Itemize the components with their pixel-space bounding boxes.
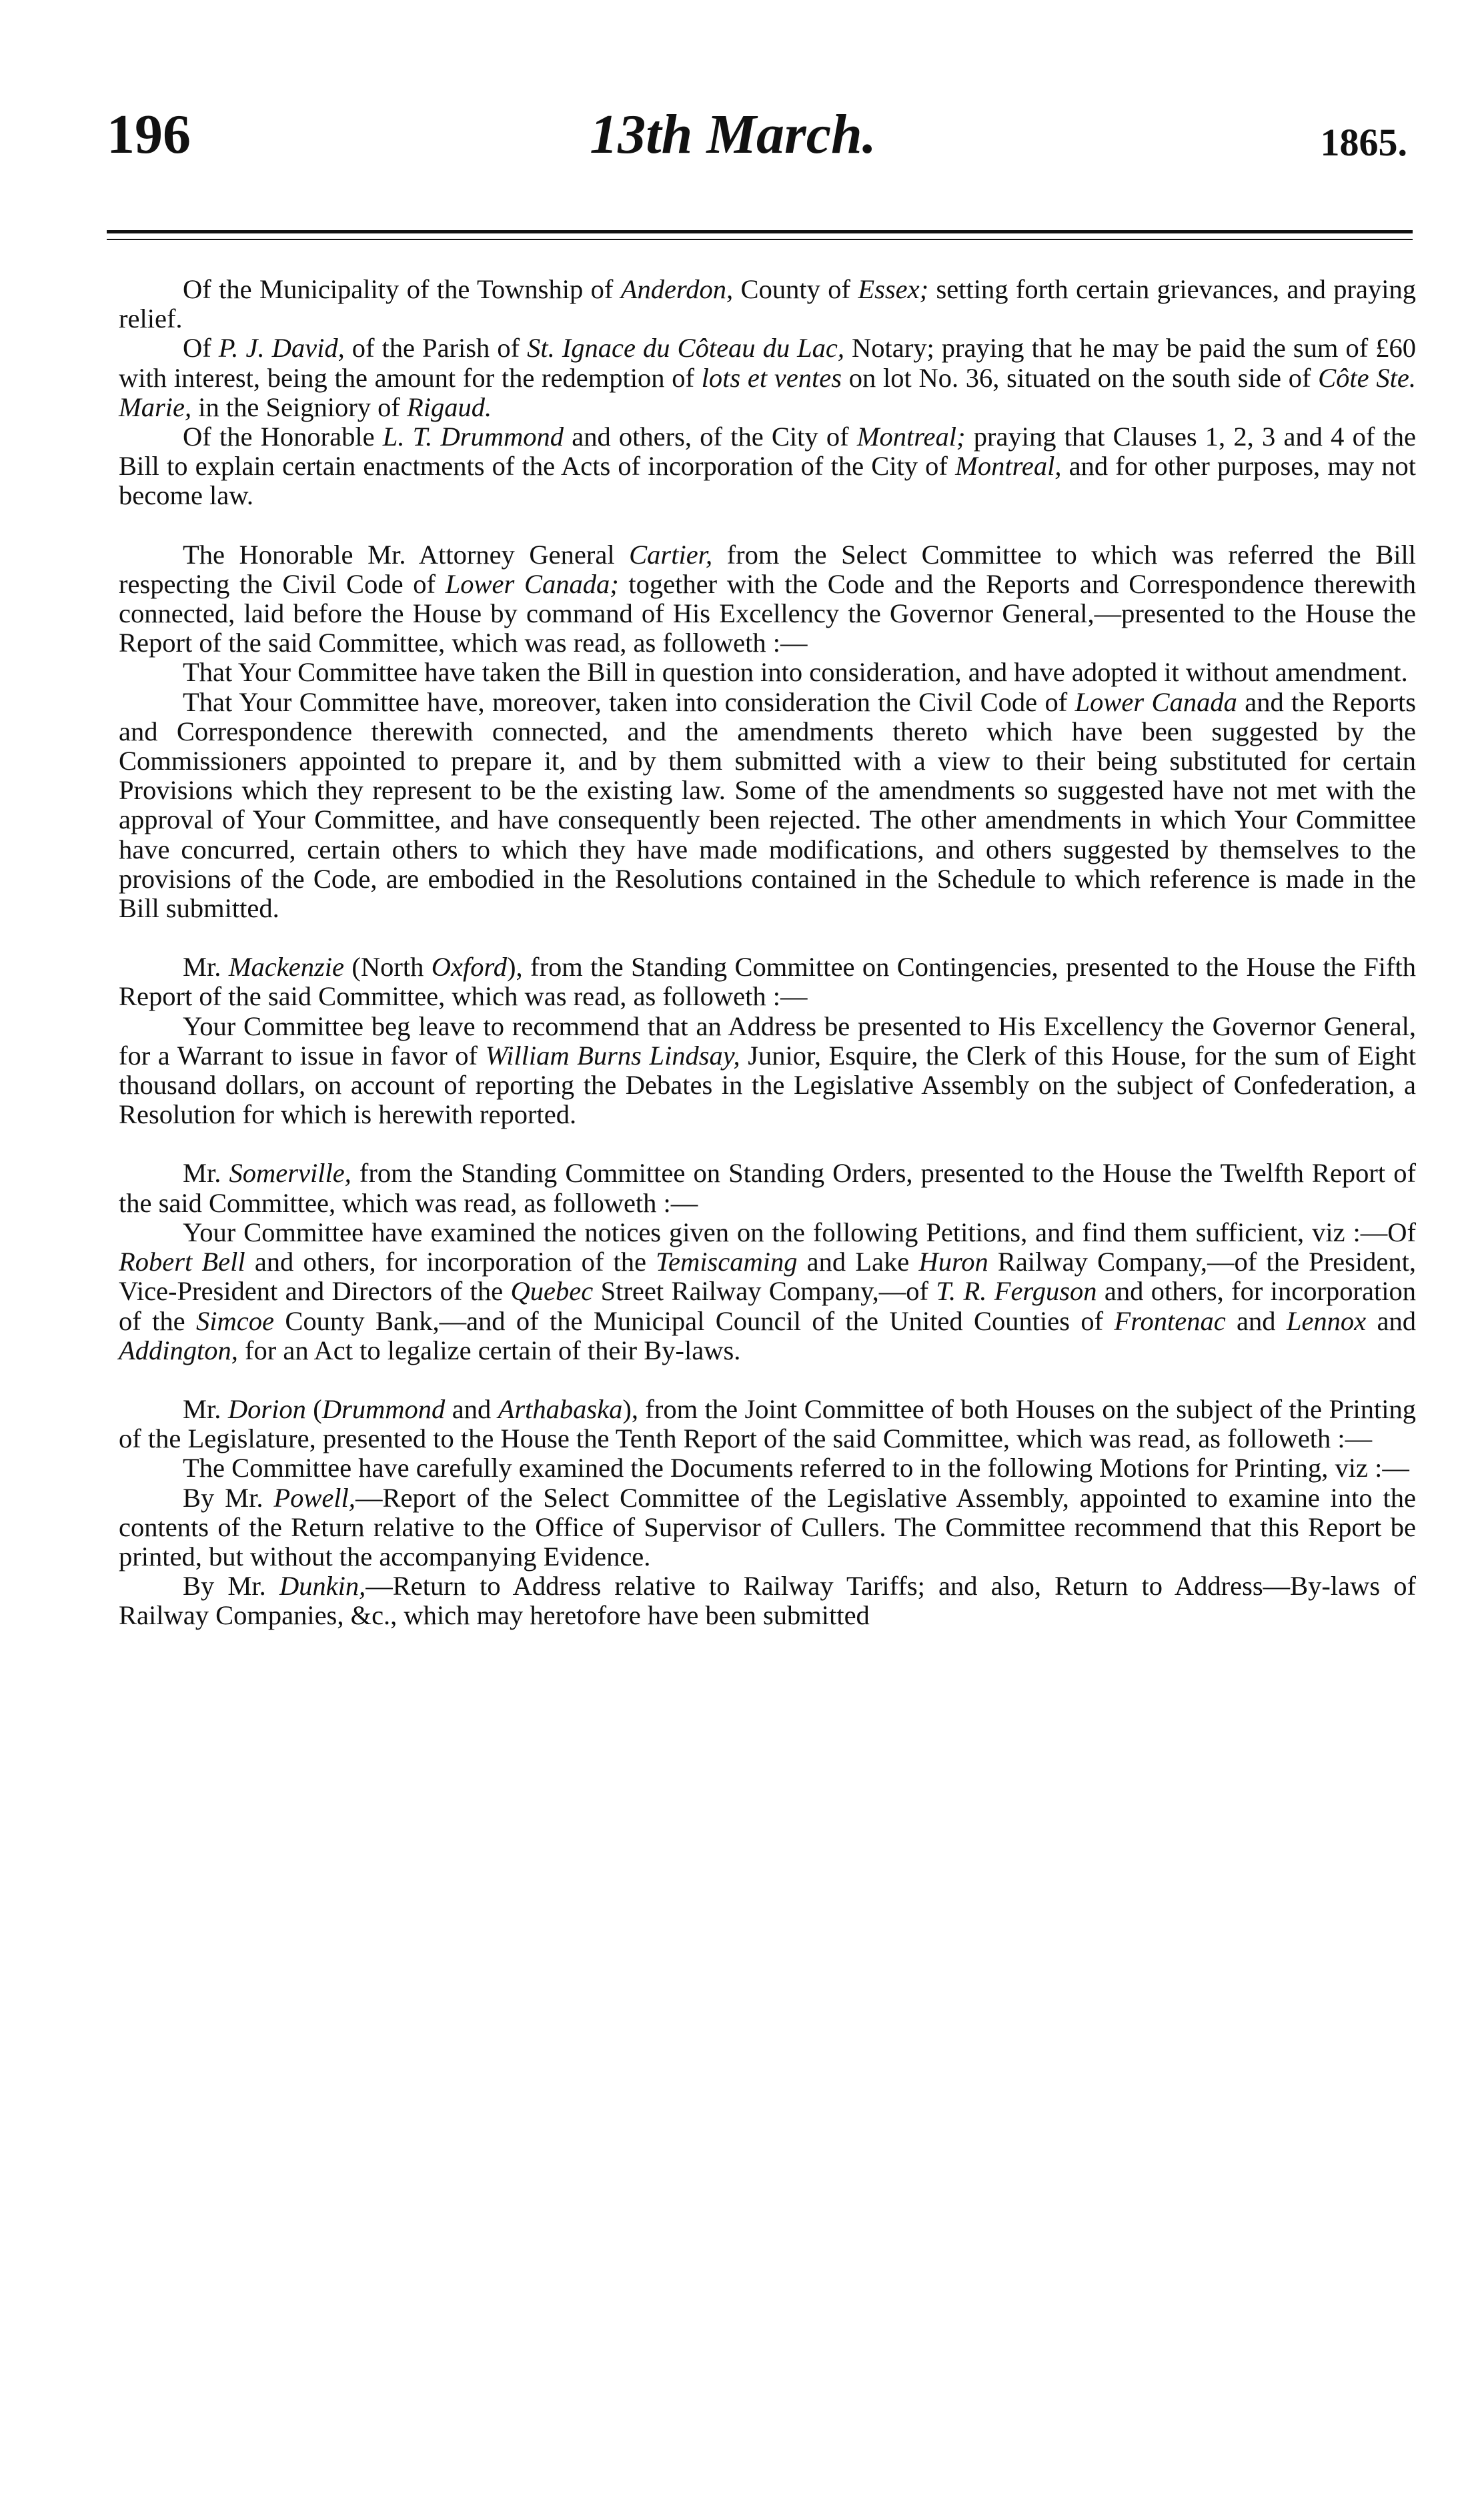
text-run: —Return to Address relative to Railway Tariffs; and also, Return to Address—By-laws of Railway Companies, &c., which may heretofore have been submitted bbox=[119, 1571, 1417, 1631]
text-run: on lot No. 36, situated on the south side of bbox=[842, 362, 1319, 393]
text-run: Of the Municipality of the Township of bbox=[183, 274, 621, 304]
body-text bbox=[119, 275, 1416, 1631]
text-run: from the Select Committee to which was referred the Bill respecting the Civil Code of bbox=[119, 539, 1416, 599]
italic-text: Somerville, bbox=[229, 1158, 351, 1189]
paragraph-drummond bbox=[119, 422, 1416, 511]
italic-text: Robert Bell bbox=[119, 1247, 245, 1277]
paragraph-committee-code bbox=[119, 688, 1416, 924]
italic-text: Anderdon, bbox=[620, 274, 734, 304]
text-run: setting forth certain grievances, and praying relief. bbox=[119, 274, 1416, 334]
italic-text: Quebec bbox=[510, 1276, 594, 1307]
page-year: 1865. bbox=[1320, 121, 1407, 164]
header-rule-thin bbox=[107, 239, 1413, 240]
italic-text: Lower Canada; bbox=[445, 568, 619, 599]
italic-text: Simcoe bbox=[195, 1305, 274, 1336]
italic-text: P. J. David, bbox=[218, 333, 345, 364]
text-run: The Honorable Mr. Attorney General bbox=[183, 539, 630, 570]
paragraph-cartier bbox=[119, 540, 1416, 658]
text-run: County Bank,—and of the Municipal Council of the United Counties of bbox=[273, 1305, 1115, 1336]
text-run: ), from the Joint Committee of both Houses on the subject of the Printing of the Legislature, presented to the House the Tenth Report of the said Committee, which was read, as followeth :— bbox=[119, 1393, 1416, 1454]
italic-text: Cartier, bbox=[629, 539, 713, 570]
italic-text: Dorion bbox=[227, 1393, 306, 1424]
italic-text: William Burns Lindsay, bbox=[485, 1040, 740, 1071]
italic-text: Lennox bbox=[1286, 1305, 1367, 1336]
text-run: and others, for incorporation of the bbox=[119, 1276, 1416, 1336]
text-run: and Lake bbox=[797, 1247, 919, 1277]
text-run: Of the Honorable bbox=[183, 422, 383, 452]
italic-text: Rigaud. bbox=[406, 392, 492, 422]
text-run: praying that Clauses 1, 2, 3 and 4 of the Bill to explain certain enactments of the Acts of incorporation of the City of bbox=[119, 422, 1417, 482]
text-run: County of bbox=[733, 274, 858, 304]
text-run: Mr. bbox=[183, 1158, 229, 1189]
italic-text: Essex; bbox=[858, 274, 929, 304]
italic-text: Côte Ste. Marie, bbox=[119, 362, 1416, 422]
paragraph-dunkin bbox=[119, 1571, 1416, 1630]
paragraph-lindsay bbox=[119, 1012, 1416, 1130]
text-run: Junior, Esquire, the Clerk of this House, for the sum of Eight thousand dollars, on account of reporting the Debates in the Legislative Assembly on the subject of Confederation, a Resolution for which is herewith reported. bbox=[119, 1040, 1416, 1130]
text-run: and others, for incorporation of the bbox=[245, 1247, 656, 1277]
paragraph-petitions bbox=[119, 1218, 1416, 1365]
italic-text: Montreal, bbox=[955, 451, 1062, 482]
text-run: and the Reports and Correspondence therewith connected, and the amendments thereto which have been suggested by the Commissioners appointed to prepare it, and by them submitted with a view to their being substituted for certain Provisions which they represent to be the existing law. Some of the amendments so suggested have not met with the approval of Your Committee, and have consequently been rejected. The other amendments in which Your Committee have concurred, certain others to which they have made modifications, and others suggested by themselves to the provisions of the Code, are embodied in the Resolutions contained in the Schedule to which reference is made in the Bill submitted. bbox=[119, 686, 1416, 924]
italic-text: Drummond bbox=[321, 1393, 446, 1424]
italic-text: Temiscaming bbox=[656, 1247, 798, 1277]
paragraph-powell bbox=[119, 1483, 1416, 1572]
text-run: That Your Committee have, moreover, taken into consideration the Civil Code of bbox=[183, 686, 1075, 717]
paragraph-dorion bbox=[119, 1395, 1416, 1453]
text-run: That Your Committee have taken the Bill in question into consideration, and have adopted it without amendment. bbox=[183, 657, 1408, 688]
text-run: of the Parish of bbox=[344, 333, 528, 364]
paragraph-anderdon bbox=[119, 275, 1416, 334]
text-run: Notary; praying that he may be paid the sum of £60 with interest, being the amount for the redemption of bbox=[119, 333, 1416, 393]
page-number: 196 bbox=[107, 103, 191, 165]
text-run: and bbox=[1225, 1305, 1287, 1336]
text-run: Your Committee beg leave to recommend that an Address be presented to His Excellency the Governor General, for a Warrant to issue in favor of bbox=[119, 1011, 1416, 1071]
italic-text: Mackenzie bbox=[228, 952, 344, 983]
text-run: ( bbox=[305, 1393, 322, 1424]
italic-text: Oxford bbox=[431, 952, 508, 983]
text-run: for an Act to legalize certain of their By-laws. bbox=[237, 1335, 741, 1365]
italic-text: L. T. Drummond bbox=[382, 422, 564, 452]
text-run: (North bbox=[343, 952, 432, 983]
text-run: Street Railway Company,—of bbox=[593, 1276, 936, 1307]
paragraph-somerville bbox=[119, 1159, 1416, 1217]
text-run: Mr. bbox=[183, 1393, 228, 1424]
italic-text: Dunkin, bbox=[279, 1571, 366, 1602]
italic-text: Lower Canada bbox=[1074, 686, 1237, 717]
text-run: Your Committee have examined the notices given on the following Petitions, and find them sufficient, viz :—Of bbox=[183, 1217, 1416, 1247]
header-rule-thick bbox=[107, 230, 1413, 233]
italic-text: Arthabaska bbox=[498, 1393, 623, 1424]
paragraph-david bbox=[119, 334, 1416, 422]
italic-text: lots et ventes bbox=[701, 362, 842, 393]
text-run: Of bbox=[183, 333, 219, 364]
italic-text: T. R. Ferguson bbox=[936, 1276, 1097, 1307]
paragraph-mackenzie bbox=[119, 953, 1416, 1011]
italic-text: Addington, bbox=[119, 1335, 238, 1365]
text-run: —Report of the Select Committee of the Legislative Assembly, appointed to examine into the contents of the Return relative to the Office of Supervisor of Cullers. The Committee recommend that this Report be printed, but without the accompanying Evidence. bbox=[119, 1482, 1416, 1571]
text-run: ), from the Standing Committee on Contingencies, presented to the House the Fifth Report of the said Committee, which was read, as followeth :— bbox=[119, 952, 1417, 1012]
text-run: from the Standing Committee on Standing Orders, presented to the House the Twelfth Report of the said Committee, which was read, as followeth :— bbox=[119, 1158, 1416, 1218]
paragraph-committee-bill bbox=[119, 658, 1416, 687]
italic-text: Huron bbox=[918, 1247, 988, 1277]
italic-text: Montreal; bbox=[856, 422, 966, 452]
text-run: By Mr. bbox=[183, 1482, 274, 1513]
text-run: Mr. bbox=[183, 952, 229, 983]
text-run: and for other purposes, may not become law. bbox=[119, 451, 1416, 511]
text-run: By Mr. bbox=[183, 1571, 279, 1602]
italic-text: Frontenac bbox=[1114, 1305, 1226, 1336]
italic-text: St. Ignace du Côteau du Lac, bbox=[527, 333, 845, 364]
text-run: and bbox=[1366, 1305, 1417, 1336]
text-run: Railway Company,—of the President, Vice-President and Directors of the bbox=[119, 1247, 1416, 1307]
italic-text: Powell, bbox=[273, 1482, 355, 1513]
page-date: 13th March. bbox=[590, 103, 876, 165]
text-run: in the Seigniory of bbox=[191, 392, 407, 422]
paragraph-printing bbox=[119, 1453, 1416, 1483]
text-run: together with the Code and the Reports and Correspondence therewith connected, laid before the House by command of His Excellency the Governor General,—presented to the House the Report of the said Committee, which was read, as followeth :— bbox=[119, 568, 1417, 658]
text-run: and others, of the City of bbox=[564, 422, 857, 452]
text-run: The Committee have carefully examined the Documents referred to in the following Motions for Printing, viz :— bbox=[183, 1453, 1409, 1483]
text-run: and bbox=[445, 1393, 498, 1424]
